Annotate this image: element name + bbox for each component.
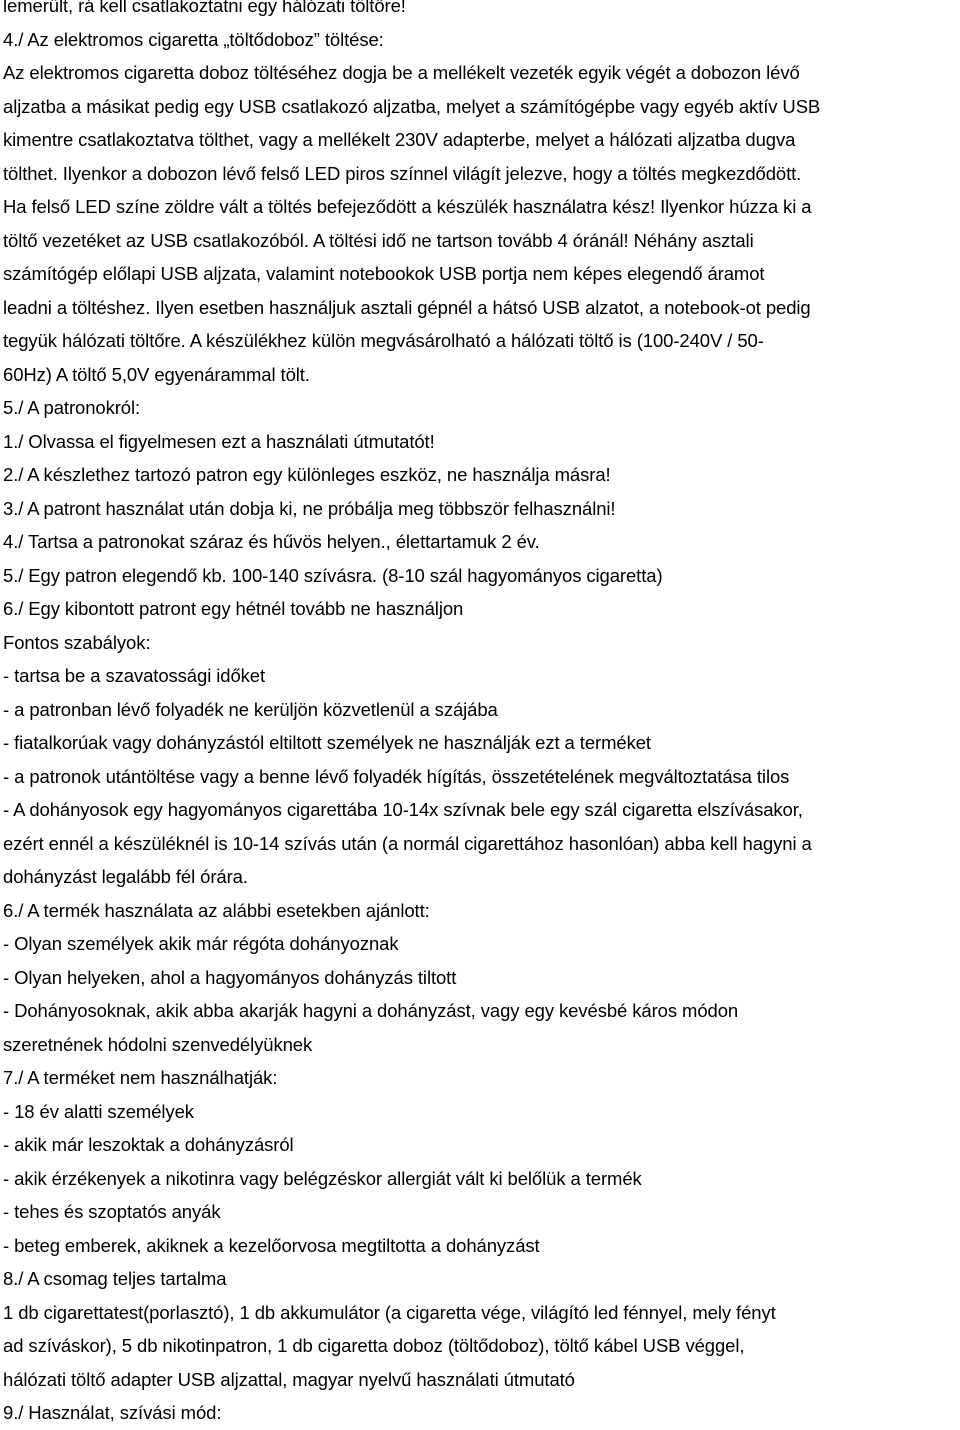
text-line: ad szíváskor), 5 db nikotinpatron, 1 db cigaretta doboz (töltődoboz), töltő kábel USB véggel, (3, 1335, 745, 1356)
text-line: kimentre csatlakoztatva tölthet, vagy a mellékelt 230V adapterbe, melyet a hálózati aljzatba dugva (3, 129, 796, 150)
list-item: - tehes és szoptatós anyák (3, 1201, 221, 1222)
text-line: lemerült, rá kell csatlakoztatni egy hálózati töltőre! (3, 0, 406, 16)
list-item: - a patronok utántöltése vagy a benne lévő folyadék hígítás, összetételének megváltoztatása tilos (3, 765, 790, 787)
section-heading: Fontos szabályok: (3, 631, 151, 653)
section-heading: 6./ A termék használata az alábbi esetekben ajánlott: (3, 899, 430, 921)
list-item: - tartsa be a szavatossági időket (3, 665, 266, 686)
text-line: tegyük hálózati töltőre. A készülékhez külön megvásárolható a hálózati töltő is (100-240V / 50- (3, 330, 764, 351)
text-line: hálózati töltő adapter USB aljzattal, magyar nyelvű használati útmutató (3, 1368, 575, 1390)
section-heading: 7./ A terméket nem használhatják: (3, 1067, 278, 1088)
text-line: dohányzást legalább fél órára. (3, 866, 248, 887)
text-line: szeretnének hódolni szenvedélyüknek (3, 1033, 313, 1055)
list-item: - A dohányosok egy hagyományos cigarettába 10-14x szívnak bele egy szál cigaretta elszívásakor, (3, 799, 803, 820)
list-item: - Dohányosoknak, akik abba akarják hagyni a dohányzást, vagy egy kevésbé káros módon (3, 1000, 739, 1021)
list-item: 6./ Egy kibontott patront egy hétnél tovább ne használjon (3, 598, 464, 619)
text-line: Ha felső LED színe zöldre vált a töltés befejeződött a készülék használatra kész! Ilyenkor húzza ki a (3, 196, 812, 217)
list-item: 2./ A készlethez tartozó patron egy különleges eszköz, ne használja másra! (3, 464, 611, 485)
list-item: - Olyan személyek akik már régóta dohányoznak (3, 933, 399, 954)
text-line: Az elektromos cigaretta doboz töltéséhez dogja be a mellékelt vezeték egyik végét a dobozon lévő (3, 62, 800, 83)
list-item: - fiatalkorúak vagy dohányzástól eltiltott személyek ne használják ezt a terméket (3, 732, 651, 753)
section-heading: 9./ Használat, szívási mód: (3, 1402, 222, 1423)
list-item: - beteg emberek, akiknek a kezelőorvosa megtiltotta a dohányzást (3, 1234, 540, 1256)
list-item: - Olyan helyeken, ahol a hagyományos dohányzás tiltott (3, 966, 457, 988)
list-item: - akik már leszoktak a dohányzásról (3, 1134, 294, 1155)
list-item: 1./ Olvassa el figyelmesen ezt a használati útmutatót! (3, 430, 435, 452)
text-line: leadni a töltéshez. Ilyen esetben használjuk asztali gépnél a hátsó USB alzatot, a notebook-ot pedig (3, 296, 811, 318)
text-line: aljzatba a másikat pedig egy USB csatlakozó aljzatba, melyet a számítógépbe vagy egyéb aktív USB (3, 95, 821, 117)
text-line: ezért ennél a készüléknél is 10-14 szívás után (a normál cigarettához hasonlóan) abba kell hagyni a (3, 832, 812, 854)
list-item: 5./ Egy patron elegendő kb. 100-140 szívásra. (8-10 szál hagyományos cigaretta) (3, 564, 663, 586)
text-line: 1 db cigarettatest(porlasztó), 1 db akkumulátor (a cigaretta vége, világító led fénnyel, mely fényt (3, 1301, 776, 1323)
section-heading: 8./ A csomag teljes tartalma (3, 1268, 227, 1289)
section-heading: 4./ Az elektromos cigaretta „töltődoboz” töltése: (3, 28, 384, 50)
text-line: tölthet. Ilyenkor a dobozon lévő felső LED piros színnel világít jelezve, hogy a töltés megkezdődött. (3, 162, 802, 184)
list-item: - 18 év alatti személyek (3, 1100, 194, 1122)
text-line: számítógép előlapi USB aljzata, valamint notebookok USB portja nem képes elegendő áramot (3, 263, 765, 284)
list-item: - akik érzékenyek a nikotinra vagy belégzéskor allergiát vált ki belőlük a termék (3, 1167, 642, 1189)
text-line: töltő vezetéket az USB csatlakozóból. A töltési idő ne tartson tovább 4 óránál! Néhány asztali (3, 229, 754, 251)
list-item: - a patronban lévő folyadék ne kerüljön közvetlenül a szájába (3, 698, 498, 720)
list-item: 3./ A patront használat után dobja ki, ne próbálja meg többször felhasználni! (3, 497, 616, 519)
list-item: 4./ Tartsa a patronokat száraz és hűvös helyen., élettartamuk 2 év. (3, 531, 540, 552)
section-heading: 5./ A patronokról: (3, 397, 141, 418)
text-line: 60Hz) A töltő 5,0V egyenárammal tölt. (3, 363, 310, 385)
